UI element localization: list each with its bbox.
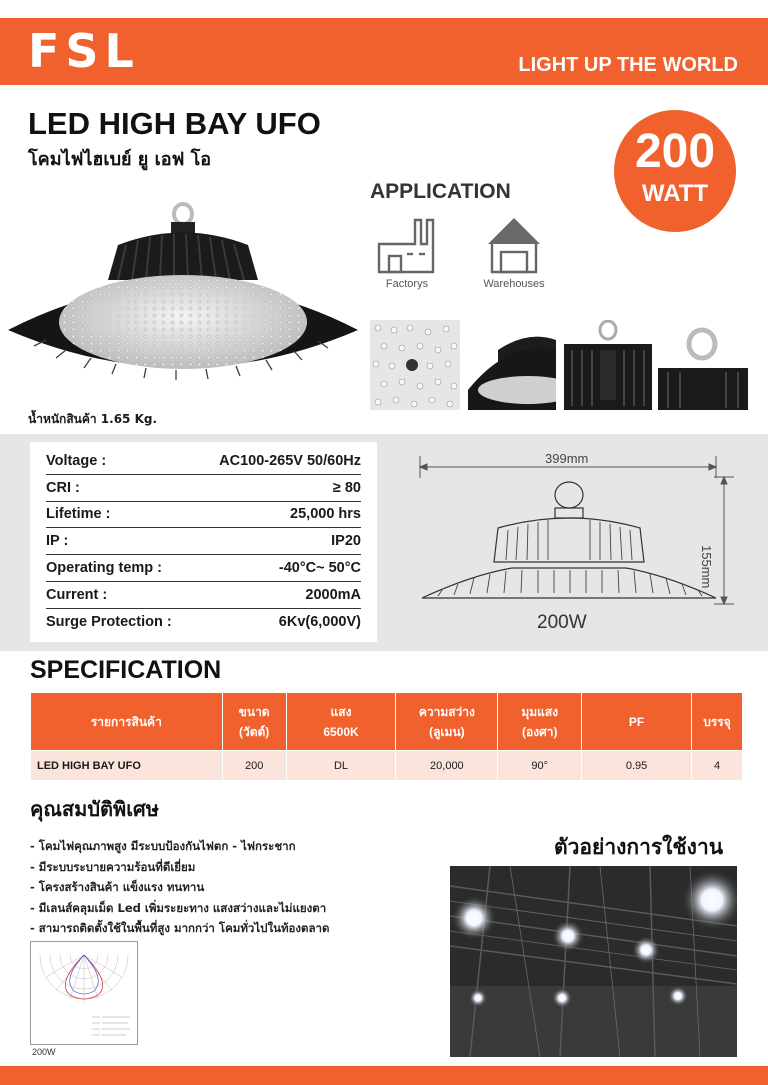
application-factory-label: Factorys <box>385 278 429 290</box>
lamp-product-image <box>6 200 361 405</box>
lamp-ring-image <box>658 320 748 410</box>
spec-value: IP20 <box>331 533 361 550</box>
spec-value: ≥ 80 <box>332 479 361 496</box>
spec-label: CRI : <box>46 479 80 496</box>
features-title: คุณสมบัติพิเศษ <box>30 797 159 821</box>
specification-header-row <box>31 693 743 751</box>
cell-light: DL <box>286 751 396 781</box>
spec-label: Current : <box>46 586 108 603</box>
spec-value: 25,000 hrs <box>290 506 361 523</box>
spec-label: IP : <box>46 533 69 550</box>
spec-value: -40°C~ 50°C <box>278 560 361 577</box>
spec-row-operating-temp <box>46 555 361 582</box>
spec-value: 6Kv(6,000V) <box>278 614 361 631</box>
list-item: - มีเลนส์คลุมเม็ด Led เพิ่มระยะทาง แสงสว่างและไม่แยงตา <box>30 900 327 915</box>
list-item: - โครงสร้างสินค้า แข็งแรง ทนทาน <box>30 880 205 894</box>
header-beam-angle: มุมแสง (องศา) <box>498 693 582 751</box>
spec-value: AC100-265V 50/60Hz <box>219 452 361 469</box>
cell-pack: 4 <box>692 751 743 781</box>
watt-badge <box>614 110 736 232</box>
cell-lumen: 20,000 <box>396 751 498 781</box>
specification-title: SPECIFICATION <box>30 656 222 684</box>
list-item: - โคมไฟคุณภาพสูง มีระบบป้องกันไฟตก - ไฟกระชาก <box>30 839 296 853</box>
spec-label: Surge Protection : <box>46 614 172 631</box>
spec-row-current <box>46 582 361 609</box>
factory-icon <box>375 214 439 274</box>
slogan: LIGHT UP THE WORLD <box>518 54 738 76</box>
specification-table <box>30 692 743 781</box>
product-weight: น้ำหนักสินค้า 1.65 Kg. <box>28 412 158 426</box>
header-size: ขนาด (วัตต์) <box>222 693 286 751</box>
cell-beam-angle: 90° <box>498 751 582 781</box>
header-lumen: ความสว่าง (ลูเมน) <box>396 693 498 751</box>
spec-row-surge <box>46 609 361 636</box>
dimension-height-label: 155mm <box>699 545 714 589</box>
spec-label: Lifetime : <box>46 506 111 523</box>
application-warehouse-label: Warehouses <box>483 278 545 290</box>
footer-bar <box>0 1066 768 1085</box>
application-factory <box>372 214 442 290</box>
dimension-drawing <box>412 450 752 615</box>
table-row <box>31 751 743 781</box>
top-margin <box>0 0 768 18</box>
application-warehouse <box>478 214 550 290</box>
features-list <box>30 836 329 939</box>
brand-logo: FSL <box>28 24 140 78</box>
dimension-model-label: 200W <box>537 612 587 633</box>
spec-row-voltage <box>46 448 361 475</box>
spec-row-lifetime <box>46 502 361 529</box>
cell-product: LED HIGH BAY UFO <box>31 751 223 781</box>
cell-pf: 0.95 <box>582 751 692 781</box>
lamp-heatsink-image <box>564 320 652 410</box>
spec-label: Voltage : <box>46 452 107 469</box>
light-distribution-diagram <box>30 941 138 1045</box>
header-pack: บรรจุ <box>692 693 743 751</box>
list-item: - มีระบบระบายความร้อนที่ดีเยี่ยม <box>30 859 196 874</box>
light-distribution-caption: 200W <box>32 1047 56 1057</box>
list-item: - สามารถติดตั้งใช้ในพื้นที่สูง มากกว่า โคมทั่วไปในท้องตลาด <box>30 921 330 935</box>
header-light: แสง 6500K <box>286 693 396 751</box>
watt-unit: WATT <box>641 180 709 207</box>
spec-value: 2000mA <box>305 586 361 603</box>
dimension-width-label: 399mm <box>545 451 589 466</box>
led-chip-icon <box>370 320 460 410</box>
usage-title: ตัวอย่างการใช้งาน <box>554 835 724 859</box>
product-title: LED HIGH BAY UFO <box>28 106 321 141</box>
spec-list <box>30 442 377 642</box>
lamp-side-image <box>468 320 556 410</box>
led-chip-closeup-image <box>370 320 460 410</box>
spec-row-cri <box>46 475 361 502</box>
watt-number: 200 <box>634 125 716 178</box>
usage-example-image <box>450 866 737 1057</box>
header-pf: PF <box>582 693 692 751</box>
warehouse-icon <box>484 214 544 274</box>
application-title: APPLICATION <box>370 180 511 203</box>
cell-size: 200 <box>222 751 286 781</box>
header-bar <box>0 18 768 85</box>
product-subtitle: โคมไฟไฮเบย์ ยู เอฟ โอ <box>28 149 212 170</box>
spec-row-ip <box>46 528 361 555</box>
header-product: รายการสินค้า <box>31 693 223 751</box>
spec-label: Operating temp : <box>46 560 163 577</box>
